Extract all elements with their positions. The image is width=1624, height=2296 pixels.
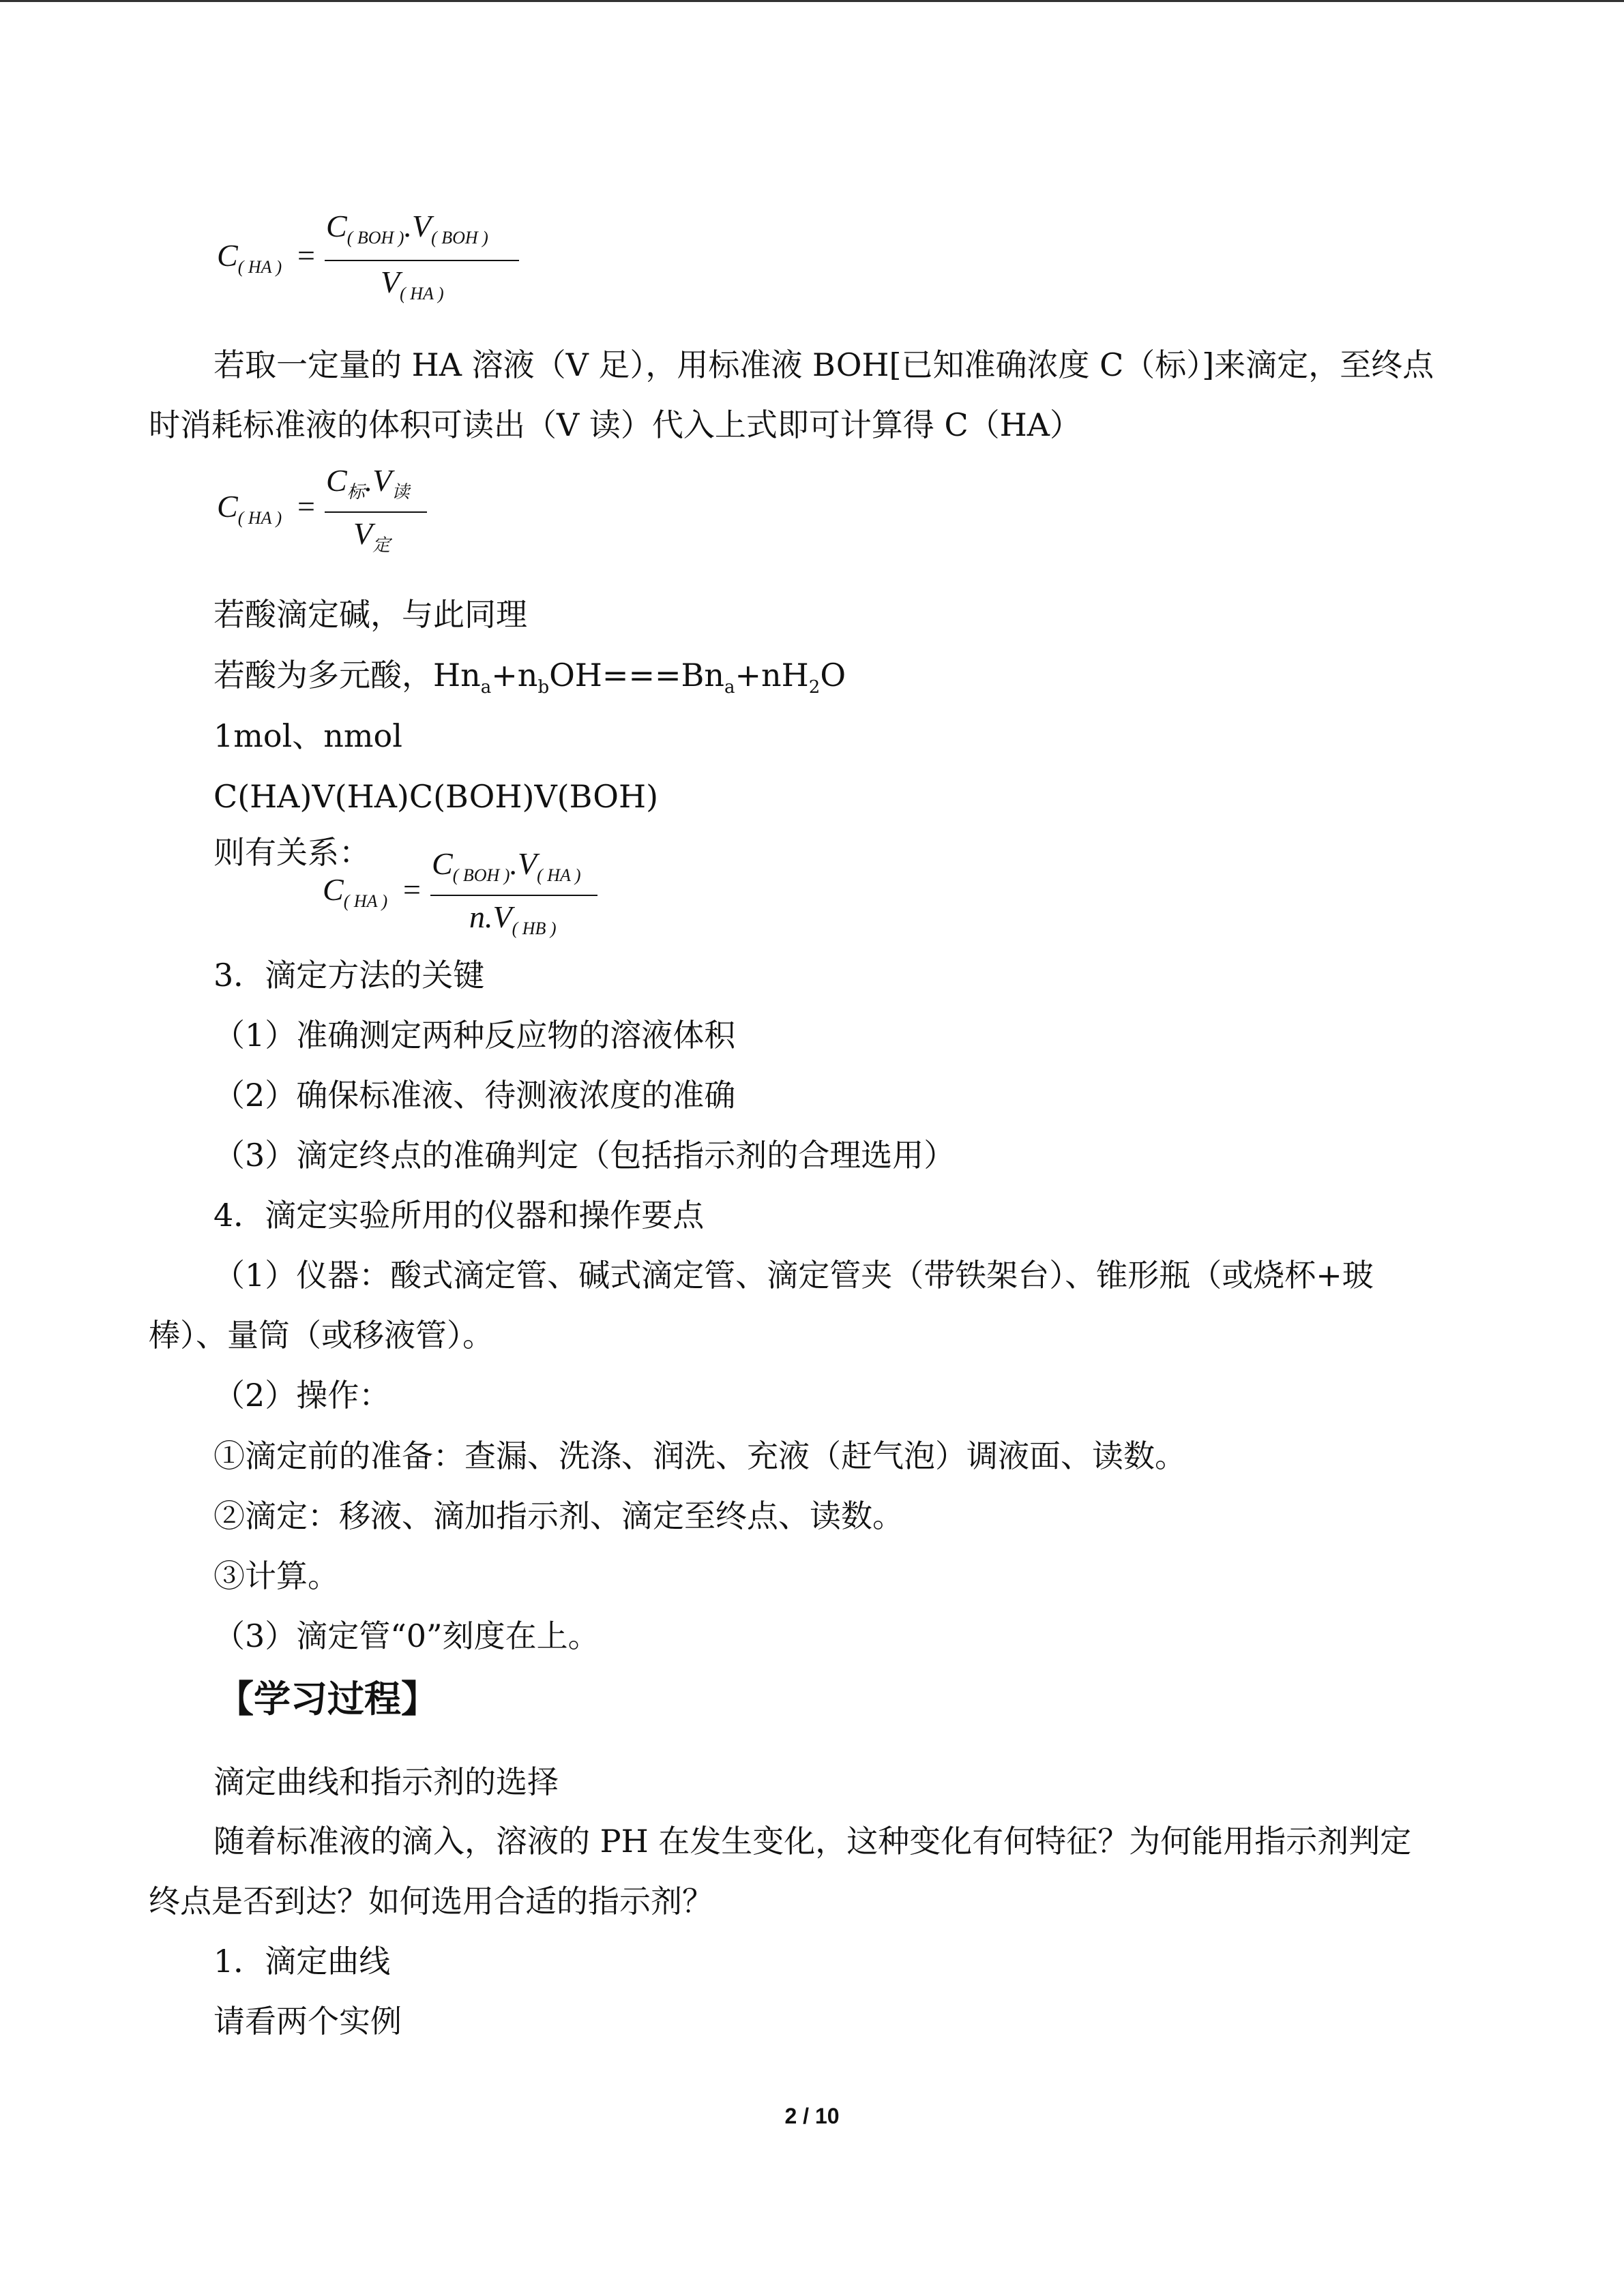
formula-equals: =	[403, 872, 421, 907]
instruments-line-1: （1）仪器：酸式滴定管、碱式滴定管、滴定管夹（带铁架台）、锥形瓶（或烧杯+玻	[213, 1257, 1374, 1294]
fraction-bar	[325, 260, 519, 261]
line-polyprotic: 若酸为多元酸，$Hn_a+n_bOH===Bn_a+nH_2O$	[213, 657, 846, 698]
line-relation: 则有关系：	[213, 834, 370, 871]
line-mol: 1mol、nmol	[213, 717, 402, 754]
curve-intro: 滴定曲线和指示剂的选择	[213, 1763, 559, 1800]
operation-step-1: ①滴定前的准备：查漏、洗涤、润洗、充液（赶气泡）调液面、读数。	[213, 1437, 1186, 1474]
formula-denominator: $V_{( HA )}$	[381, 265, 444, 303]
formula-numerator: $C_{( BOH )}.V_{( BOH )}$	[326, 209, 488, 248]
top-border	[0, 0, 1624, 2]
key-title: 3．滴定方法的关键	[213, 957, 485, 994]
section-heading: 【学习过程】	[217, 1678, 438, 1720]
operation-step-3: ③计算。	[213, 1557, 339, 1594]
formula-concentration-ha	[217, 208, 524, 310]
paragraph-line-2: 时消耗标准液的体积可读出（V 读）代入上式即可计算得 C（HA）	[149, 406, 1081, 443]
curve-title: 1．滴定曲线	[213, 1943, 391, 1980]
question-line-2: 终点是否到达？如何选用合适的指示剂？	[149, 1883, 713, 1920]
key-item-2: （2）确保标准液、待测液浓度的准确	[213, 1077, 736, 1114]
fraction-bar	[325, 511, 427, 513]
page-number: 2 / 10	[784, 2104, 840, 2128]
formula-lhs: $C_{( HA )}$	[217, 489, 282, 528]
formula-equals: =	[297, 238, 315, 273]
formula-numerator: $C_{( BOH )}.V_{( HA )}$	[432, 846, 581, 885]
formula-denominator: $n.V_{( HB )}$	[469, 899, 557, 938]
formula-equals: =	[297, 489, 315, 524]
paragraph-line-1: 若取一定量的 HA 溶液（V 足），用标准液 BOH[已知准确浓度 C（标）]来滴定，至终点	[213, 346, 1434, 383]
key-item-3: （3）滴定终点的准确判定（包括指示剂的合理选用）	[213, 1137, 956, 1174]
operation-title: （2）操作：	[213, 1377, 391, 1414]
formula-denominator: $V_定$	[353, 516, 391, 555]
key-item-1: （1）准确测定两种反应物的溶液体积	[213, 1017, 736, 1054]
operation-step-2: ②滴定：移液、滴加指示剂、滴定至终点、读数。	[213, 1497, 904, 1534]
formula-polyprotic	[323, 846, 609, 948]
line-cv: C(HA)V(HA)C(BOH)V(BOH)	[213, 778, 659, 815]
fraction-bar	[430, 895, 597, 896]
examples-line: 请看两个实例	[213, 2003, 402, 2040]
line-acid-base: 若酸滴定碱，与此同理	[213, 596, 527, 633]
formula-lhs: $C_{( HA )}$	[217, 238, 282, 277]
question-line-1: 随着标准液的滴入，溶液的 PH 在发生变化，这种变化有何特征？为何能用指示剂判定	[213, 1823, 1412, 1860]
burette-note: （3）滴定管“0”刻度在上。	[213, 1617, 600, 1654]
formula-concentration-standard	[217, 462, 435, 565]
instruments-title: 4．滴定实验所用的仪器和操作要点	[213, 1197, 705, 1234]
formula-numerator: $C_标.V_读$	[326, 463, 410, 502]
instruments-line-2: 棒）、量筒（或移液管）。	[149, 1317, 494, 1354]
formula-lhs: $C_{( HA )}$	[323, 872, 388, 911]
